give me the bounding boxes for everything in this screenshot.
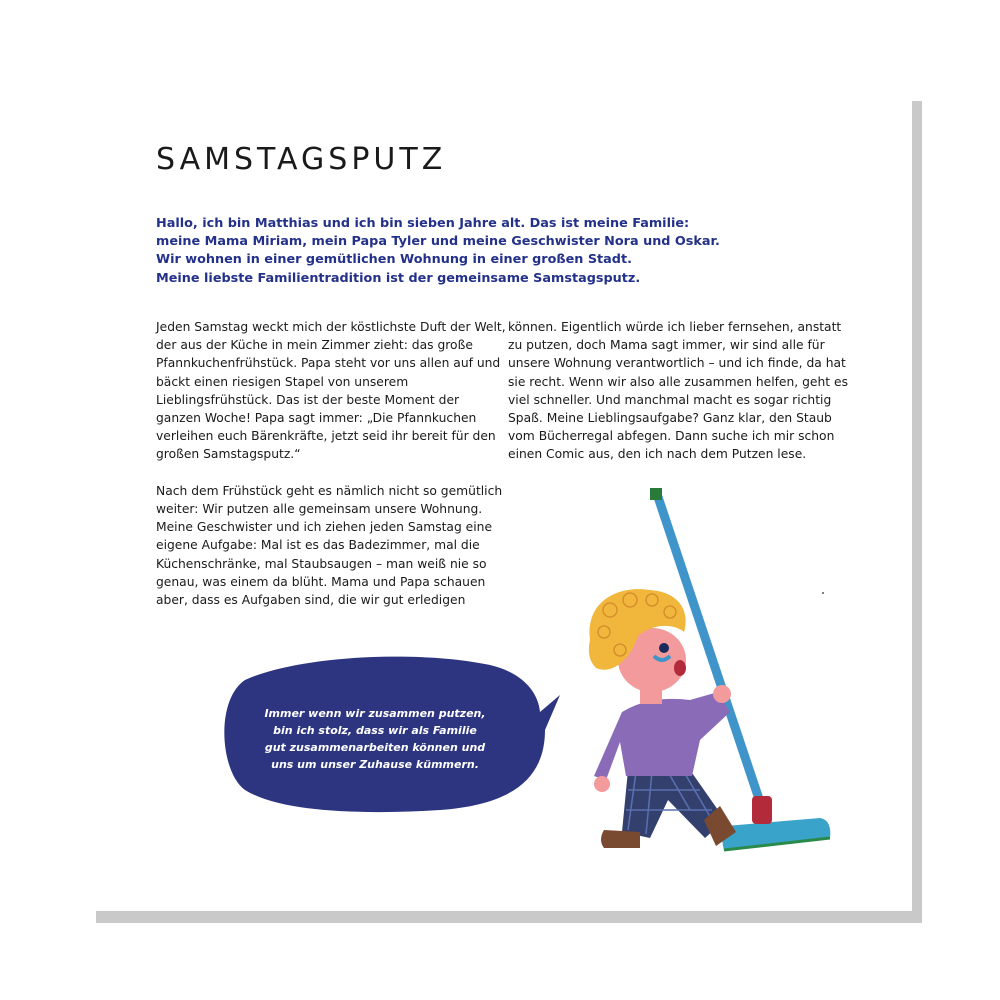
bubble-line: gut zusammenarbeiten können und xyxy=(264,741,486,754)
broom-cap xyxy=(650,488,662,500)
broom-ferrule xyxy=(752,796,772,824)
bubble-line: bin ich stolz, dass wir als Familie xyxy=(273,724,477,737)
speech-bubble-text xyxy=(250,705,500,773)
bubble-line: uns um unser Zuhause kümmern. xyxy=(271,758,479,771)
intro-line: Hallo, ich bin Matthias und ich bin sieben Jahre alt. Das ist meine Familie: xyxy=(156,216,690,231)
sweater xyxy=(594,692,730,780)
paragraph: Nach dem Frühstück geht es nämlich nicht so gemütlich weiter: Wir putzen alle gemeinsam unsere Wohnung. Meine Geschwister und ich ziehen jeden Samstag eine eigene Aufgabe: Mal ist es das Badezimmer, mal die Küchenschränke, mal Staubsaugen – man weiß nie so genau, was einem da blüht. Mama und Papa schauen aber, dass es Aufgaben sind, die wir gut erledigen xyxy=(156,483,503,608)
speck xyxy=(822,592,824,594)
page-title: SAMSTAGSPUTZ xyxy=(156,142,447,177)
left-shoe xyxy=(601,830,640,848)
boy-with-broom-illustration xyxy=(220,480,860,880)
intro-line: meine Mama Miriam, mein Papa Tyler und meine Geschwister Nora und Oskar. xyxy=(156,234,720,250)
hand xyxy=(713,685,731,703)
eye xyxy=(659,643,669,653)
paragraph: können. Eigentlich würde ich lieber fernsehen, anstatt zu putzen, doch Mama sagt immer, wir sind alle für unsere Wohnung verantwortlich – und ich finde, da hat sie recht. Wenn wir also alle zusammen helfen, geht es viel schneller. Und manchmal macht es sogar richtig Spaß. Meine Lieblingsaufgabe? Ganz klar, den Staub vom Bücherregal abfegen. Dann suche ich mir schon einen Comic aus, den ich nach dem Putzen lese. xyxy=(508,320,848,462)
intro-line: Wir wohnen in einer gemütlichen Wohnung in einer großen Stadt. xyxy=(156,252,632,268)
right-column xyxy=(508,318,858,464)
bubble-line: Immer wenn wir zusammen putzen, xyxy=(264,707,486,720)
paragraph: Jeden Samstag weckt mich der köstlichste Duft der Welt, der aus der Küche in mein Zimmer zieht: das große Pfannkuchenfrühstück. Papa steht vor uns allen auf und bäckt einen riesigen Stapel von unserem Lieblingsfrühstück. Das ist der beste Moment der ganzen Woche! Papa sagt immer: „Die Pfannkuchen verleihen euch Bärenkräfte, jetzt seid ihr bereit für den großen Samstagsputz.“ xyxy=(156,320,506,462)
intro-text xyxy=(156,215,720,288)
intro-line: Meine liebste Familientradition ist der gemeinsame Samstagsputz. xyxy=(156,270,641,286)
hand xyxy=(594,776,610,792)
mouth xyxy=(674,660,686,676)
